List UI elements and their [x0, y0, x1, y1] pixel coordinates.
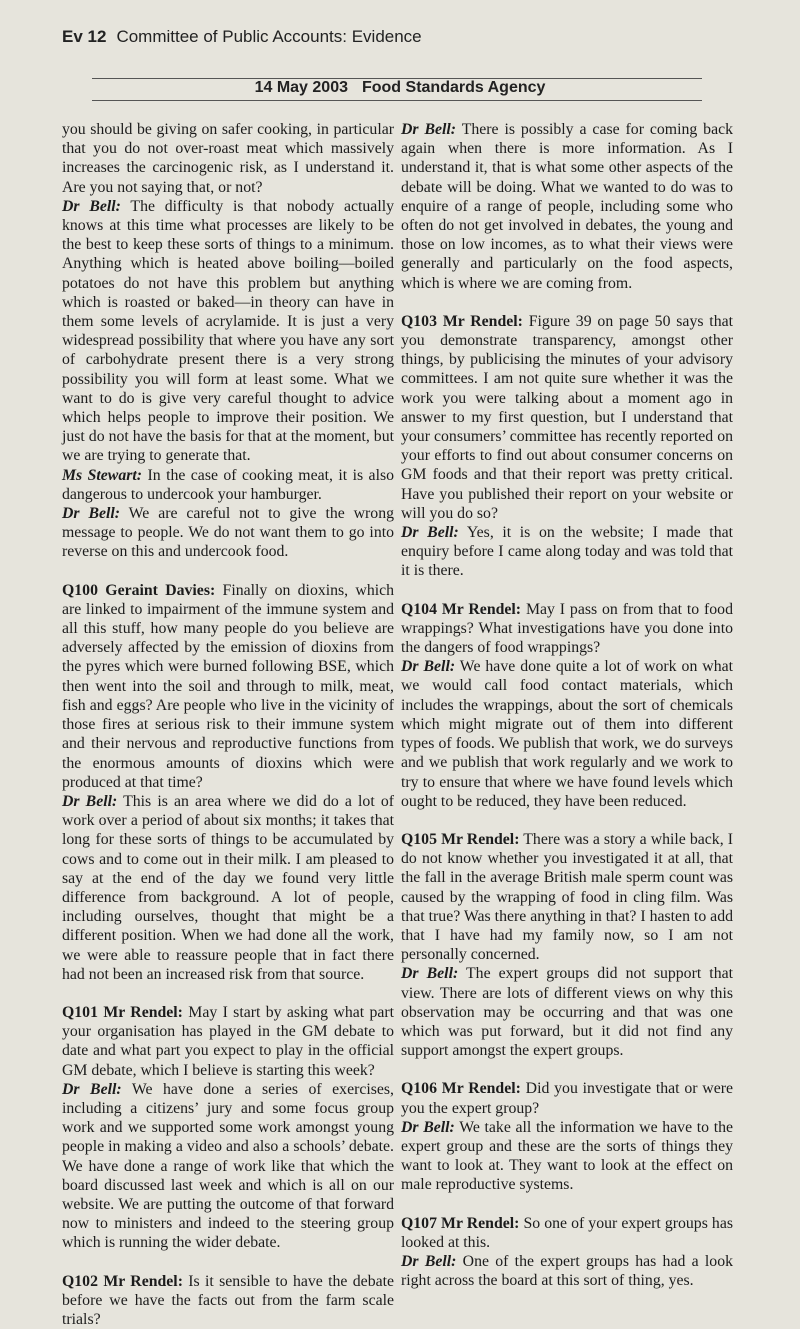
paragraph-text: There was a story a while back, I do not know whether you investigated it at all, that the fall in the average British male sperm count was caused by the wrapping of food in cling film. Was that true? Was there anything in that? I hasten to add that I have had my family now, so I am not personally concerned.	[401, 830, 733, 964]
paragraph-text: We are careful not to give the wrong message to people. We do not want them to go into reverse on this and undercook food.	[62, 505, 395, 561]
paragraph-text: The difficulty is that nobody actually knows at this time what processes are likely to be the best to keep these sorts of things to a minimum. Anything which is heated above boiling—boiled potatoes do not have this problem but anything which is roasted or baked—in theory can have in them some levels of acrylamide. It is just a very widespread possibility that where you have any sort of carbohydrate present there is a very strong possibility you will form at least some. What we want to do is give very careful thought to advice which helps people to improve their position. We just do not have the basis for that at the moment, but we are trying to generate that.	[62, 197, 394, 465]
speaker-name: Mr Rendel:	[103, 1272, 183, 1290]
continued-paragraph	[62, 120, 394, 197]
paragraph-text: One of the expert groups has had a look right across the board at this sort of thing, yes.	[401, 1252, 733, 1290]
question-number: Q100	[62, 581, 98, 599]
answer-paragraph	[401, 1252, 733, 1290]
question-number: Q106	[401, 1080, 437, 1098]
speaker-name: Dr Bell:	[401, 965, 459, 983]
question-number: Q101	[62, 1003, 98, 1021]
question-paragraph	[401, 312, 733, 523]
question-number: Q102	[62, 1272, 98, 1290]
paragraph-text: The expert groups did not support that view. There are lots of different views on why this observation may be occurring and that was one which was put forward, but it did not find any support amongst the expert groups.	[401, 965, 733, 1060]
paragraph-text: Yes, it is on the website; I made that enquiry before I came along today and was told that it is there.	[401, 524, 733, 580]
paragraph-text: May I pass on from that to food wrappings? What investigations have you done into the dangers of food wrappings?	[401, 600, 733, 657]
question-paragraph	[62, 1272, 394, 1329]
paragraph-text: This is an area where we did do a lot of work over a period of about six months; it takes that long for these sorts of things to be accumulated by cows and to come out in their milk. I am pleased to say at the end of the day we found very little difference from background. A lot of people, including ourselves, thought that might be a different position. When we had done all the work, we were able to reassure people that in fact there had not been an increased risk from that source.	[62, 792, 394, 983]
question-number: Q104	[401, 600, 437, 618]
right-column	[401, 120, 733, 1290]
answer-paragraph	[401, 1118, 733, 1195]
session-date: 14 May 2003	[254, 79, 348, 96]
question-number: Q107	[401, 1214, 437, 1232]
answer-paragraph	[62, 466, 394, 504]
paragraph-text: Is it sensible to have the debate before we have the facts out from the farm scale trials?	[62, 1272, 394, 1328]
speaker-name: Mr Rendel:	[441, 830, 520, 848]
paragraph-text: Finally on dioxins, which are linked to impairment of the immune system and all this stuff, how many people do you believe are adversely affected by the emission of dioxins from the pyres which were burned following BSE, which then went into the soil and through to milk, meat, fish and eggs? Are people who live in the vicinity of those fires at serious risk to their immune system and their nervous and reproductive functions from the enormous amounts of dioxins which were produced at that time?	[62, 581, 395, 791]
speaker-name: Mr Rendel:	[442, 312, 523, 330]
paragraph-text: Did you investigate that or were you the expert group?	[401, 1080, 733, 1117]
speaker-name: Dr Bell:	[401, 1252, 457, 1270]
answer-paragraph	[62, 1080, 394, 1253]
speaker-name: Mr Rendel:	[441, 600, 522, 618]
speaker-name: Dr Bell:	[401, 121, 457, 138]
question-paragraph	[401, 830, 733, 964]
left-column	[62, 120, 394, 1329]
speaker-name: Geraint Davies:	[105, 581, 216, 599]
paragraph-text: So one of your expert groups has looked at this.	[401, 1214, 733, 1251]
question-paragraph	[62, 1003, 394, 1080]
paragraph-text: We have done quite a lot of work on what we would call food contact materials, which includes the wrappings, about the sort of chemicals which might migrate out of them into different types of foods. We publish that work, we do surveys and we publish that work regularly and we work to try to ensure that where we have found levels which ought to be reduced, they have been reduced.	[401, 658, 734, 810]
paragraph-text: We have done a series of exercises, including a citizens’ jury and some focus group work and we supported some work amongst young people in making a video and also a schools’ debate. We have done a range of work like that which the board discussed last week and which is all on our website. We are putting the outcome of that forward now to ministers and indeed to the steering group which is running the wider debate.	[62, 1080, 394, 1252]
paragraph-text: There is possibly a case for coming back again when there is more information. As I understand it, that is what some other aspects of the debate will be doing. What we wanted to do was to enquire of a range of people, including some who often do not get involved in debates, the young and those on low incomes, as to what their views were generally and particularly on the food aspects, which is where we are coming from.	[401, 121, 733, 292]
answer-paragraph	[401, 657, 733, 811]
question-paragraph	[401, 600, 733, 658]
paragraph-text: Figure 39 on page 50 says that you demonstrate transparency, amongst other things, by publicising the minutes of your advisory committees. I am not quite sure whether it was the work you were talking about a moment ago in answer to my first question, but I understand that your consumers’ committee has recently reported on your efforts to find out about consumer concerns on GM foods and that their report was pretty critical. Have you published their report on your website or will you do so?	[401, 312, 733, 522]
running-head-title: Committee of Public Accounts: Evidence	[116, 27, 422, 46]
speaker-name: Dr Bell:	[401, 658, 456, 676]
speaker-name: Mr Rendel:	[441, 1214, 520, 1232]
question-paragraph	[401, 1214, 733, 1252]
answer-paragraph	[401, 523, 733, 581]
session-organisation: Food Standards Agency	[361, 79, 546, 96]
answer-paragraph	[401, 120, 733, 293]
speaker-name: Dr Bell:	[62, 505, 121, 523]
answer-paragraph	[62, 197, 394, 466]
running-head	[62, 27, 422, 47]
answer-paragraph	[62, 792, 394, 984]
speaker-name: Ms Stewart:	[62, 466, 143, 484]
header-rule-bottom	[92, 100, 702, 101]
speaker-name: Dr Bell:	[401, 1118, 455, 1136]
question-paragraph	[401, 1079, 733, 1117]
speaker-name: Dr Bell:	[401, 524, 459, 542]
question-number: Q103	[401, 312, 437, 330]
paragraph-text: We take all the information we have to the expert group and these are the sorts of things they want to look at. They want to look at the effect on male reproductive systems.	[401, 1118, 733, 1194]
speaker-name: Dr Bell:	[62, 792, 118, 810]
speaker-name: Dr Bell:	[62, 1080, 122, 1098]
speaker-name: Mr Rendel:	[441, 1080, 521, 1098]
session-heading	[0, 79, 800, 97]
paragraph-text: you should be giving on safer cooking, in particular that you do not over-roast meat which massively increases the carcinogenic risk, as I understand it. Are you not saying that, or not?	[62, 121, 394, 196]
paragraph-text: May I start by asking what part your organisation has played in the GM debate to date and what part you expect to play in the official GM debate, which I believe is starting this week?	[62, 1003, 395, 1079]
speaker-name: Dr Bell:	[62, 197, 121, 215]
answer-paragraph	[401, 964, 733, 1060]
paragraph-text: In the case of cooking meat, it is also dangerous to undercook your hamburger.	[62, 466, 395, 503]
question-number: Q105	[401, 830, 437, 848]
evidence-page-number: Ev 12	[62, 27, 107, 46]
answer-paragraph	[62, 504, 394, 562]
speaker-name: Mr Rendel:	[103, 1003, 183, 1021]
question-paragraph	[62, 581, 394, 792]
